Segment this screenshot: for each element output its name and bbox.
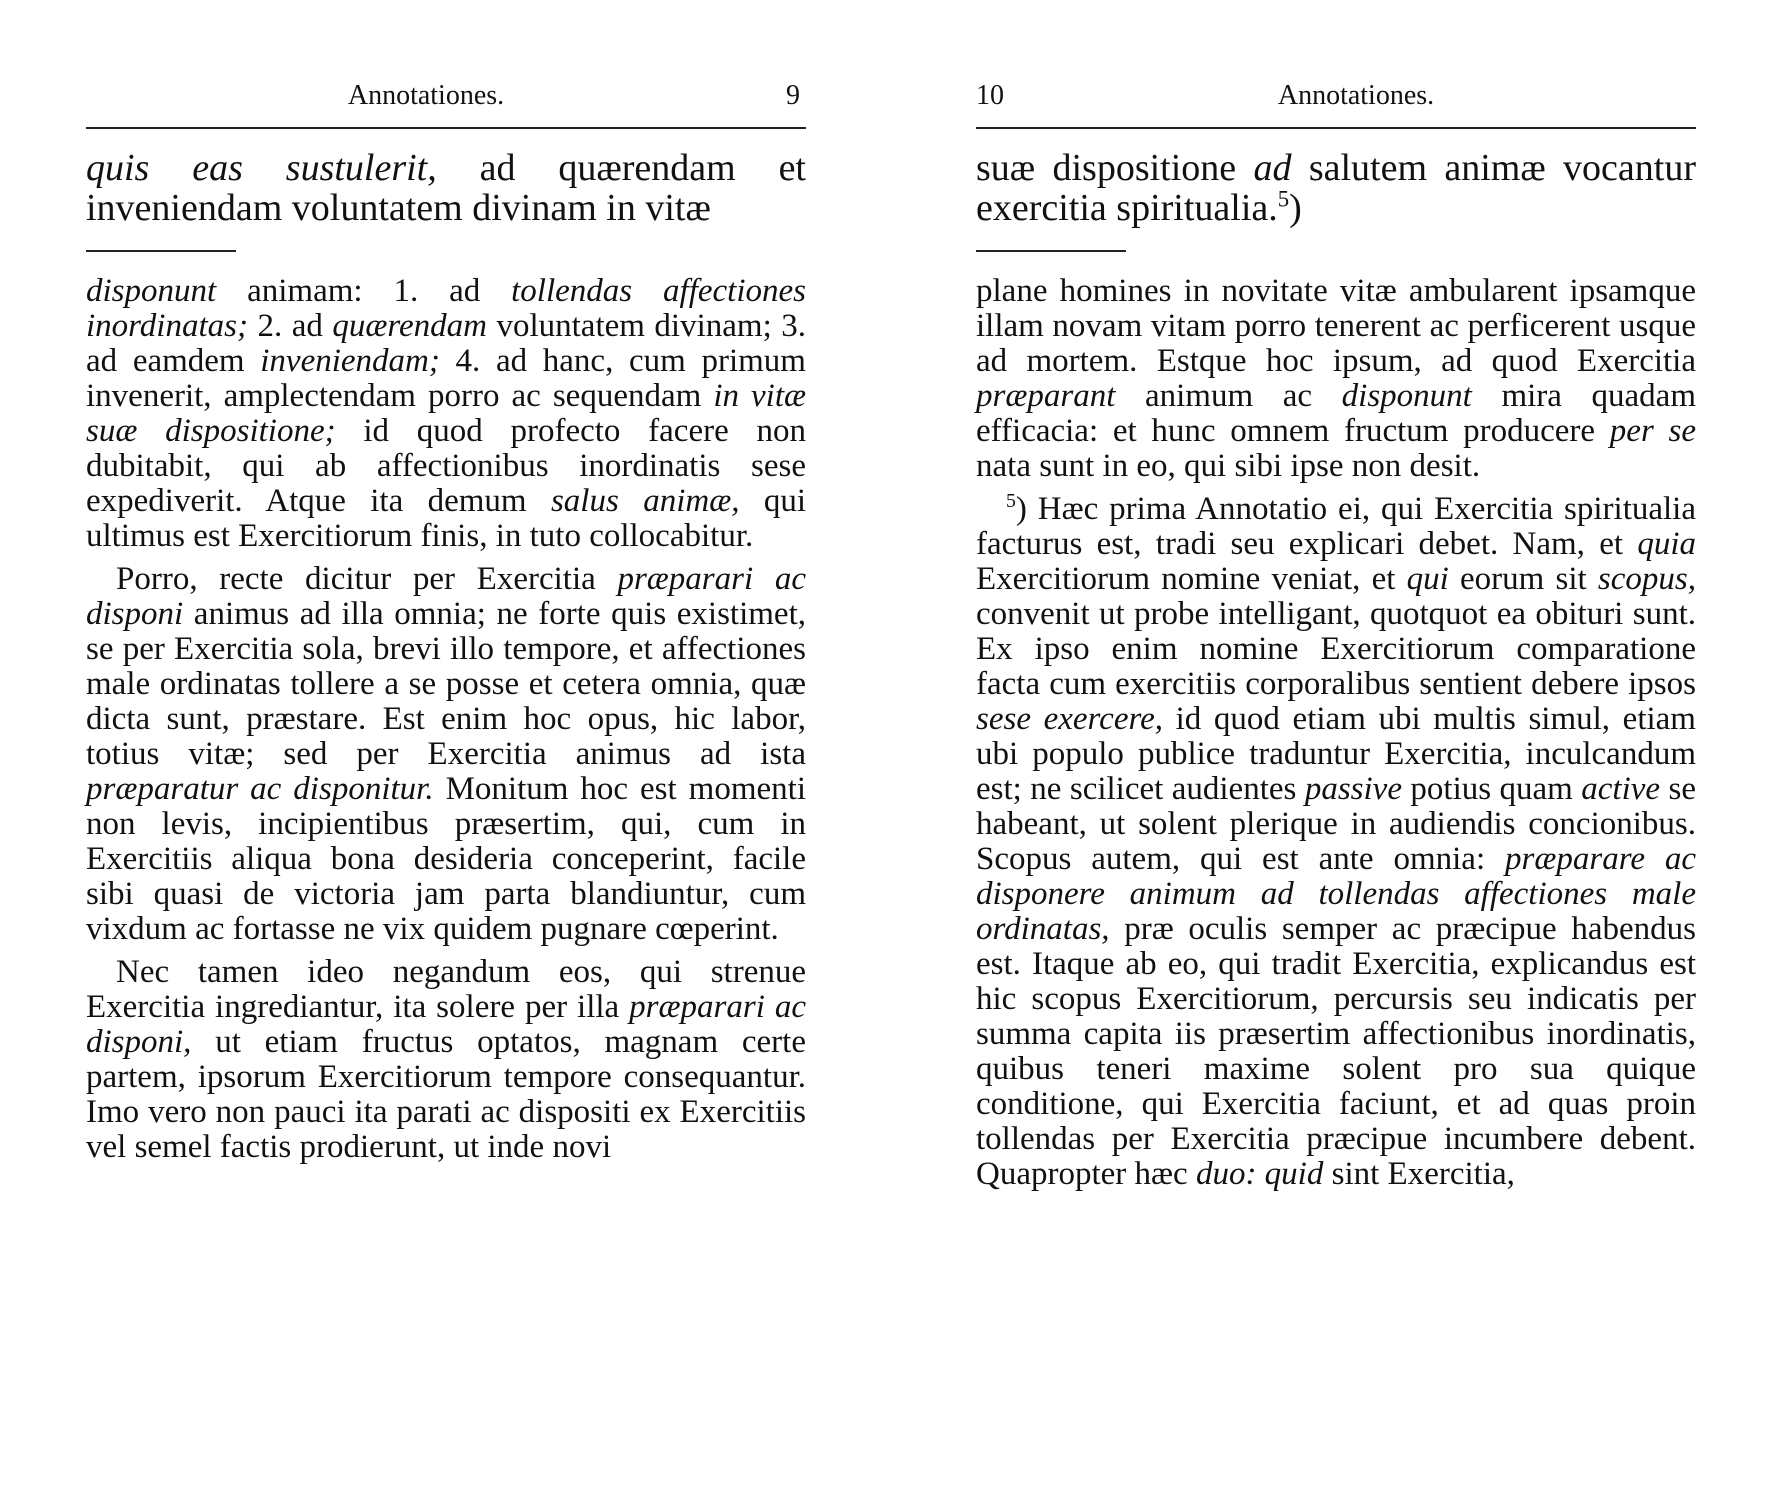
text-run: id quod etiam ubi multis simul, etiam ubi populo publice traduntur Exercitia, inculcandum est; ne scilicet audientes (976, 701, 1696, 807)
running-head (976, 80, 1696, 120)
text-run: 2. ad (247, 308, 333, 344)
italic-run: præparari ac disponi, (86, 989, 806, 1060)
italic-run: præparari ac disponi (86, 561, 806, 632)
text-run: potius quam (1401, 771, 1582, 807)
note-paragraph (86, 274, 806, 554)
main-text (976, 148, 1696, 228)
running-title: Annotationes. (347, 80, 505, 111)
text-run: ut etiam fructus optatos, magnam certe partem, ipsorum Exercitiorum tempore consequantur. Imo vero non pauci ita parati ac dispositi ex Exercitiis vel semel factis prodierunt, ut inde novi (86, 1024, 806, 1165)
text-run: ad quærendam et inveniendam voluntatem divinam in vitæ (86, 147, 806, 229)
footnote-marker: 5 (1006, 490, 1016, 512)
footnote-rule (976, 250, 1126, 252)
italic-run: præparare ac disponere animum ad tollendas affectiones male ordinatas, (976, 841, 1696, 947)
italic-run: præparant (976, 378, 1116, 414)
text-run: eorum sit (1448, 561, 1598, 597)
italic-run: scopus, (1597, 561, 1696, 597)
text-run: plane homines in novitate vitæ ambularent ipsamque illam novam vitam porro tenerent ac perficerent usque ad mortem. Estque hoc ipsum, ad quod Exercitia (976, 273, 1696, 379)
text-run: Nec tamen ideo negandum eos, qui strenue Exercitia ingrediantur, ita solere per illa (86, 954, 806, 1025)
notes-text (86, 274, 806, 1173)
note-paragraph (86, 955, 806, 1165)
italic-run: per se (1609, 413, 1696, 449)
note-paragraph (976, 492, 1696, 1192)
page-number: 10 (976, 80, 1004, 111)
header-rule (976, 127, 1696, 129)
italic-run: inveniendam; (260, 343, 440, 379)
text-run: animum ac (1115, 378, 1342, 414)
text-run: sint Exercitia, (1323, 1156, 1515, 1192)
text-run: id quod profecto facere non dubitabit, qui ab affectionibus inordinatis sese expediverit. Atque ita demum (86, 413, 806, 519)
text-run: suæ dispositione (976, 147, 1254, 189)
text-run: præ oculis semper ac præcipue habendus est. Itaque ab eo, qui tradit Exercitia, explicandus est hic scopus Exercitiorum, percursis seu indicatis per summa capita iis præsertim affectionibus inordinatis, quibus teneri maxime solent pro sua quique conditione, qui Exercitia faciunt, et ad quas proin tollendas per Exercitia præcipue incumbere debent. Quapropter hæc (976, 911, 1696, 1192)
text-run: salutem animæ vocantur exercitia spiritualia. (976, 147, 1696, 229)
header-rule (86, 127, 806, 129)
italic-run: disponunt (1341, 378, 1472, 414)
text-run: qui ultimus est Exercitiorum finis, in tuto collocabitur. (86, 483, 806, 554)
footnote-marker: 5 (1277, 186, 1290, 212)
running-head (86, 80, 806, 120)
text-run: Monitum hoc est momenti non levis, incipientibus præsertim, qui, cum in Exercitiis aliqua bona desideria conceperint, facile sibi quasi de victoria jam parta blandiuntur, cum vixdum ac fortasse ne vix quidem pugnare cœperint. (86, 771, 806, 947)
text-run: animam: 1. ad (216, 273, 512, 309)
text-run: 4. ad hanc, cum primum invenerit, amplectendam porro ac sequendam (86, 343, 806, 414)
running-title: Annotationes. (1277, 80, 1435, 111)
italic-run: quærendam (332, 308, 487, 344)
main-text (86, 148, 806, 228)
text-run: nata sunt in eo, qui sibi ipse non desit. (976, 448, 1481, 484)
note-paragraph (976, 274, 1696, 484)
footnote-rule (86, 250, 236, 252)
italic-run: active (1581, 771, 1661, 807)
italic-run: passive (1304, 771, 1402, 807)
text-run: convenit ut probe intelligant, quotquot ea obituri sunt. Ex ipso enim nomine Exercitiorum comparatione facta cum exercitiis corporalibus sentient debere ipsos (976, 596, 1696, 702)
text-run: Exercitiorum nomine veniat, et (976, 561, 1407, 597)
text-run: ) Hæc prima Annotatio ei, qui Exercitia spiritualia facturus est, tradi seu explicari debet. Nam, et (976, 491, 1696, 562)
text-run: voluntatem divinam; 3. ad eamdem (86, 308, 806, 379)
text-run: mira quadam efficacia: et hunc omnem fructum producere (976, 378, 1696, 449)
page-number: 9 (786, 80, 800, 111)
italic-run: sese exercere, (976, 701, 1163, 737)
italic-run: in vitæ suæ dispositione; (86, 378, 807, 449)
italic-run: disponunt (86, 273, 217, 309)
text-run: animus ad illa omnia; ne forte quis existimet, se per Exercitia sola, brevi illo tempore, et affectiones male ordinatas tollere a se posse et cetera omnia, quæ dicta sunt, præstare. Est enim hoc opus, hic labor, totius vitæ; sed per Exercitia animus ad ista (86, 596, 806, 772)
italic-run: quis eas sustulerit, (86, 147, 437, 189)
notes-text (976, 274, 1696, 1200)
italic-run: præparatur ac disponitur. (86, 771, 434, 807)
italic-run: qui (1406, 561, 1449, 597)
italic-run: salus animæ, (550, 483, 740, 519)
text-run: se habeant, ut solent plerique in audiendis concionibus. Scopus autem, qui est ante omnia: (976, 771, 1696, 877)
italic-run: tollendas affectiones inordinatas; (86, 273, 806, 344)
italic-run: duo: quid (1195, 1156, 1324, 1192)
italic-run: quia (1637, 526, 1696, 562)
italic-run: ad (1253, 147, 1292, 189)
text-run: ) (1289, 187, 1302, 229)
note-paragraph (86, 562, 806, 947)
text-run: Porro, recte dicitur per Exercitia (116, 561, 618, 597)
